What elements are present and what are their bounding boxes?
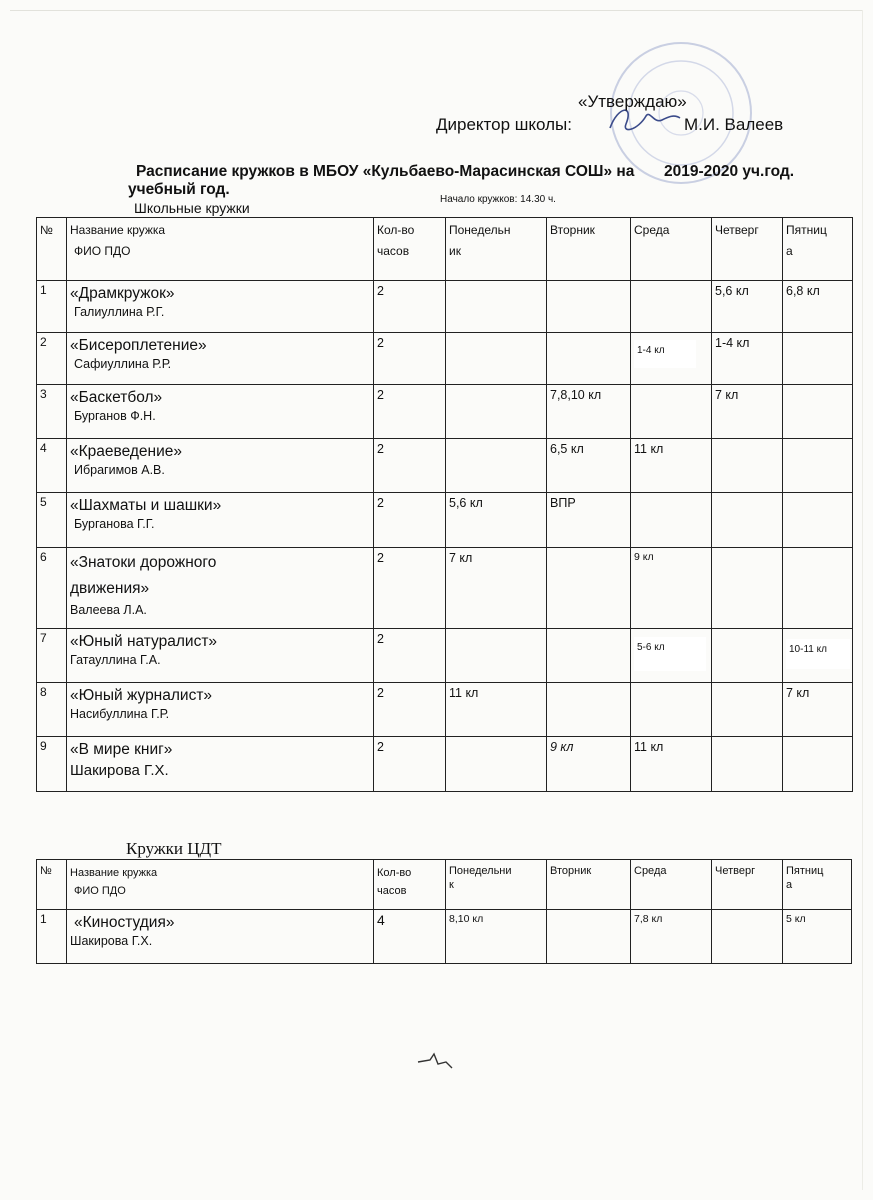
club-name: «Баскетбол» — [70, 389, 163, 406]
friday-cell — [783, 548, 853, 629]
row-num: 7 — [37, 629, 67, 683]
hours-cell: 2 — [374, 385, 446, 439]
wednesday-cell: 11 кл — [631, 439, 712, 493]
hours-cell: 2 — [374, 548, 446, 629]
wednesday-cell — [631, 629, 712, 683]
header-friday-line1: Пятниц — [786, 865, 824, 877]
tuesday-cell: 6,5 кл — [547, 439, 631, 493]
club-cell — [67, 439, 374, 493]
tuesday-cell — [547, 683, 631, 737]
monday-cell — [446, 629, 547, 683]
header-friday — [783, 860, 852, 910]
pasted-note: 1-4 кл — [634, 340, 696, 368]
thursday-cell: 7 кл — [712, 385, 783, 439]
section-title-cdt: Кружки ЦДТ — [126, 839, 222, 858]
monday-cell: 11 кл — [446, 683, 547, 737]
header-num: № — [37, 860, 67, 910]
monday-cell — [446, 737, 547, 792]
header-teacher-label: ФИО ПДО — [74, 244, 131, 258]
table-row — [37, 281, 853, 333]
thursday-cell: 1-4 кл — [712, 333, 783, 385]
club-cell — [67, 385, 374, 439]
row-num: 5 — [37, 493, 67, 548]
monday-cell: 7 кл — [446, 548, 547, 629]
approve-label: «Утверждаю» — [578, 92, 687, 111]
cdt-clubs-table — [36, 859, 852, 964]
tuesday-cell: 9 кл — [547, 737, 631, 792]
header-hours-line2: часов — [377, 885, 407, 897]
header-tuesday: Вторник — [547, 218, 631, 281]
table-row — [37, 737, 853, 792]
club-name: «Юный натуралист» — [70, 633, 218, 650]
document-title-continued: учебный год. — [128, 181, 230, 198]
club-teacher: Бурганова Г.Г. — [74, 517, 155, 531]
friday-cell — [783, 439, 853, 493]
tuesday-cell: ВПР — [547, 493, 631, 548]
club-name: «В мире книг» — [70, 741, 173, 758]
table-row — [37, 493, 853, 548]
tuesday-cell — [547, 333, 631, 385]
row-num: 6 — [37, 548, 67, 629]
club-name: «Шахматы и шашки» — [70, 497, 222, 514]
club-teacher: Шакирова Г.Х. — [70, 934, 153, 948]
thursday-cell — [712, 629, 783, 683]
hours-cell: 2 — [374, 737, 446, 792]
header-name-label: Название кружка — [70, 223, 166, 237]
club-teacher: Гатауллина Г.А. — [70, 653, 161, 667]
row-num: 2 — [37, 333, 67, 385]
club-name: «Юный журналист» — [70, 687, 213, 704]
table-header-row — [37, 860, 852, 910]
club-teacher: Валеева Л.А. — [70, 603, 147, 617]
pasted-note: 10-11 кл — [786, 639, 850, 669]
friday-cell: 6,8 кл — [783, 281, 853, 333]
club-cell — [67, 629, 374, 683]
tuesday-cell — [547, 910, 631, 964]
header-friday-line2: а — [786, 879, 793, 891]
table-header-row — [37, 218, 853, 281]
header-tuesday: Вторник — [547, 860, 631, 910]
club-cell — [67, 493, 374, 548]
academic-year: 2019-2020 уч.год. — [664, 163, 795, 180]
table-row — [37, 385, 853, 439]
table-row — [37, 629, 853, 683]
tuesday-cell — [547, 629, 631, 683]
header-wednesday: Среда — [631, 860, 712, 910]
monday-cell — [446, 281, 547, 333]
thursday-cell — [712, 439, 783, 493]
page-edge — [862, 10, 863, 1190]
monday-cell — [446, 333, 547, 385]
club-name: «Киностудия» — [74, 914, 175, 931]
club-cell — [67, 683, 374, 737]
header-monday — [446, 860, 547, 910]
wednesday-cell: 11 кл — [631, 737, 712, 792]
club-teacher: Бурганов Ф.Н. — [74, 409, 156, 423]
hours-cell: 2 — [374, 333, 446, 385]
hours-cell: 2 — [374, 629, 446, 683]
header-hours — [374, 860, 446, 910]
table-row — [37, 910, 852, 964]
row-num: 1 — [37, 281, 67, 333]
row-num: 8 — [37, 683, 67, 737]
thursday-cell — [712, 737, 783, 792]
club-teacher: Галиуллина Р.Г. — [74, 305, 165, 319]
header-monday-line2: ик — [449, 244, 461, 258]
friday-cell — [783, 333, 853, 385]
tuesday-cell — [547, 281, 631, 333]
club-name: «Драмкружок» — [70, 285, 175, 302]
table-row — [37, 683, 853, 737]
header-friday-line2: а — [786, 244, 793, 258]
school-clubs-table — [36, 217, 853, 792]
club-name: «Знатоки дорожного движения» — [70, 554, 217, 597]
hours-cell: 2 — [374, 493, 446, 548]
monday-cell — [446, 439, 547, 493]
club-teacher: Ибрагимов А.В. — [74, 463, 165, 477]
wednesday-cell: 9 кл — [631, 548, 712, 629]
header-monday — [446, 218, 547, 281]
header-thursday: Четверг — [712, 860, 783, 910]
friday-cell — [783, 385, 853, 439]
monday-cell: 8,10 кл — [446, 910, 547, 964]
tuesday-cell: 7,8,10 кл — [547, 385, 631, 439]
club-teacher: Шакирова Г.Х. — [70, 762, 169, 779]
header-monday-line1: Понедельн — [449, 223, 511, 237]
club-teacher: Сафиуллина Р.Р. — [74, 357, 172, 371]
header-hours-line1: Кол-во — [377, 223, 415, 237]
hours-cell: 4 — [374, 910, 446, 964]
table-row — [37, 333, 853, 385]
friday-cell — [783, 737, 853, 792]
header-hours-line1: Кол-во — [377, 867, 412, 879]
friday-cell — [783, 629, 853, 683]
wednesday-cell — [631, 281, 712, 333]
header-name — [67, 218, 374, 281]
section-title-school: Школьные кружки — [134, 200, 250, 216]
club-cell — [67, 333, 374, 385]
header-num: № — [37, 218, 67, 281]
thursday-cell — [712, 548, 783, 629]
header-name — [67, 860, 374, 910]
friday-cell: 5 кл — [783, 910, 852, 964]
header-hours — [374, 218, 446, 281]
pasted-note: 5-6 кл — [634, 637, 706, 671]
header-monday-line1: Понедельни — [449, 865, 512, 877]
thursday-cell — [712, 910, 783, 964]
club-cell — [67, 548, 374, 629]
wednesday-cell — [631, 493, 712, 548]
thursday-cell — [712, 683, 783, 737]
club-name: «Краеведение» — [70, 443, 182, 460]
club-teacher: Насибуллина Г.Р. — [70, 707, 170, 721]
club-cell — [67, 281, 374, 333]
header-wednesday: Среда — [631, 218, 712, 281]
row-num: 4 — [37, 439, 67, 493]
header-teacher-label: ФИО ПДО — [74, 885, 126, 897]
wednesday-cell — [631, 333, 712, 385]
hours-cell: 2 — [374, 281, 446, 333]
pen-mark — [416, 1050, 456, 1074]
row-num: 3 — [37, 385, 67, 439]
director-label: Директор школы: — [436, 115, 572, 134]
wednesday-cell — [631, 385, 712, 439]
header-monday-line2: к — [449, 879, 454, 891]
document-title: Расписание кружков в МБОУ «Кульбаево-Марасинская СОШ» на — [136, 163, 635, 180]
hours-cell: 2 — [374, 683, 446, 737]
monday-cell: 5,6 кл — [446, 493, 547, 548]
wednesday-cell — [631, 683, 712, 737]
thursday-cell: 5,6 кл — [712, 281, 783, 333]
club-cell — [67, 737, 374, 792]
friday-cell — [783, 493, 853, 548]
table-row — [37, 439, 853, 493]
header-hours-line2: часов — [377, 244, 410, 258]
hours-cell: 2 — [374, 439, 446, 493]
header-thursday: Четверг — [712, 218, 783, 281]
club-cell — [67, 910, 374, 964]
wednesday-cell: 7,8 кл — [631, 910, 712, 964]
tuesday-cell — [547, 548, 631, 629]
header-friday — [783, 218, 853, 281]
table-row — [37, 548, 853, 629]
thursday-cell — [712, 493, 783, 548]
page-edge — [10, 10, 863, 11]
row-num: 9 — [37, 737, 67, 792]
row-num: 1 — [37, 910, 67, 964]
start-time-note: Начало кружков: 14.30 ч. — [440, 194, 556, 205]
monday-cell — [446, 385, 547, 439]
club-name: «Бисероплетение» — [70, 337, 207, 354]
header-name-label: Название кружка — [70, 867, 158, 879]
friday-cell: 7 кл — [783, 683, 853, 737]
header-friday-line1: Пятниц — [786, 223, 827, 237]
director-name: М.И. Валеев — [684, 115, 784, 134]
